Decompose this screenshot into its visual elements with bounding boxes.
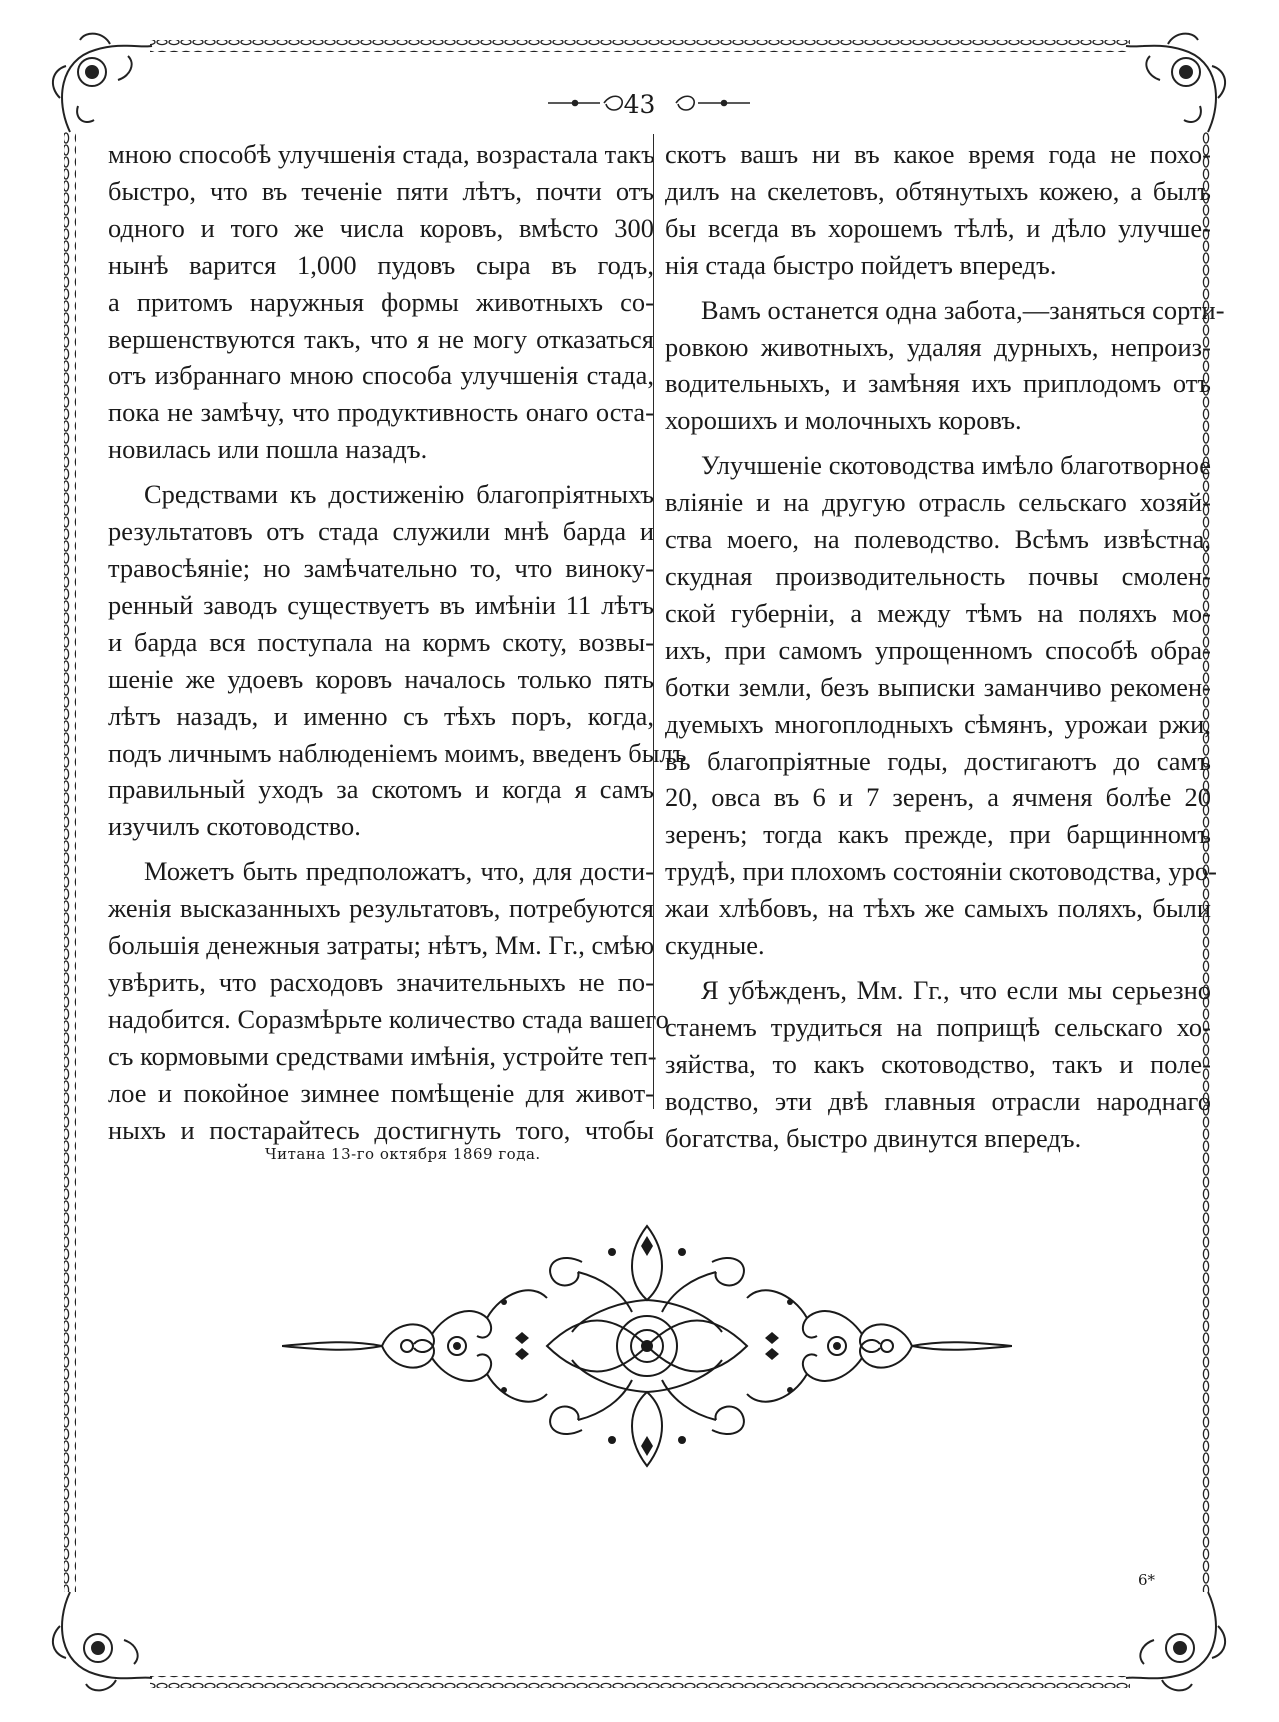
text-line: отъ избраннаго мною способа улучшенія стада, — [108, 360, 654, 391]
text-line: женія высказанныхъ результатовъ, потребуются — [108, 893, 654, 924]
text-line: большія денежныя затраты; нѣтъ, Мм. Гг., смѣю — [108, 930, 655, 961]
text-line: и барда вся поступала на кормъ скоту, возвы- — [108, 626, 654, 657]
text-line: нія стада быстро пойдетъ впередъ. — [665, 249, 1057, 280]
text-line: трудѣ, при плохомъ состояніи скотоводства, уро- — [665, 856, 1217, 887]
text-line: дилъ на скелетовъ, обтянутыхъ кожею, а былъ — [665, 175, 1211, 206]
text-line: бы всегда въ хорошемъ тѣлѣ, и дѣло улучше- — [665, 212, 1211, 243]
paragraph — [665, 292, 1225, 440]
text-line: вліяніе и на другую отрасль сельскаго хозяй- — [665, 487, 1211, 518]
paragraph — [108, 853, 669, 1148]
left-column — [108, 136, 687, 1156]
text-line: ныхъ и постарайтесь достигнуть того, чтобы — [108, 1114, 654, 1145]
signature-mark: 6* — [1138, 1571, 1156, 1589]
text-line: лое и покойное зимнее помѣщеніе для живот- — [108, 1077, 654, 1108]
text-line: травосѣяніе; но замѣчательно то, что винoку- — [108, 552, 654, 583]
text-line: Я убѣжденъ, Мм. Гг., что если мы серьезно — [701, 974, 1211, 1005]
text-line: дуемыхъ многоплодныхъ сѣмянъ, урожаи ржи, — [665, 708, 1211, 739]
text-line: нынѣ варится 1,000 пудовъ сыра въ годъ, — [108, 249, 654, 280]
text-line: ботки земли, безъ выписки заманчиво рекомен- — [665, 671, 1211, 702]
text-line: съ кормовыми средствами имѣнія, устройте теп- — [108, 1040, 657, 1071]
text-line: одного и того же числа коровъ, вмѣсто 300 — [108, 212, 654, 243]
text-line: водство, эти двѣ главныя отрасли народнаго — [665, 1085, 1211, 1116]
text-line: мною способѣ улучшенія стада, возрастала такъ — [108, 139, 655, 169]
text-line: Можетъ быть предположатъ, что, для дости- — [144, 856, 654, 887]
text-line: лѣтъ назадъ, и именно съ тѣхъ поръ, когда, — [108, 700, 654, 731]
text-line: результатовъ отъ стада служили мнѣ барда и — [108, 516, 654, 547]
text-line: хорошихъ и молочныхъ коровъ. — [665, 405, 1022, 436]
text-line: водительныхъ, и замѣняя ихъ приплодомъ отъ — [665, 368, 1211, 399]
text-line: изучилъ скотоводство. — [108, 811, 361, 842]
text-line: новилась или пошла назадъ. — [108, 434, 428, 465]
text-line: зеренъ; тогда какъ прежде, при барщинномъ — [665, 819, 1211, 850]
text-line: быстро, что въ теченіе пяти лѣтъ, почти отъ — [108, 175, 654, 206]
paragraph — [108, 136, 654, 468]
paragraph — [665, 447, 1217, 964]
text-line: зяйства, то какъ скотоводство, такъ и поле- — [665, 1048, 1211, 1079]
text-line: 20, овса въ 6 и 7 зеренъ, а ячменя болѣе 20 — [665, 782, 1211, 813]
text-line: надобится. Соразмѣрьте количество стада вашего — [108, 1003, 669, 1034]
text-line: подъ личнымъ наблюденіемъ моимъ, введенъ былъ — [108, 737, 687, 768]
text-line: жаи хлѣбовъ, на тѣхъ же самыхъ поляхъ, были — [665, 893, 1211, 924]
text-line: Улучшеніе скотоводства имѣло благотворное — [701, 450, 1211, 481]
text-line: скудные. — [665, 930, 765, 961]
paragraph — [665, 972, 1211, 1157]
page-number: 43 — [623, 89, 656, 119]
right-column — [665, 136, 1225, 1164]
text-line: скудная производительность почвы смолен- — [665, 560, 1211, 591]
text-line: ской губерніи, а между тѣмъ на поляхъ мо- — [665, 597, 1211, 628]
text-line: станемъ трудиться на поприщѣ сельскаго хо- — [665, 1011, 1211, 1042]
text-line: богатства, быстро двинутся впередъ. — [665, 1122, 1082, 1153]
text-line: скотъ вашъ ни въ какое время года не похо- — [665, 139, 1211, 169]
text-line: Средствами къ достиженію благопріятныхъ — [144, 479, 654, 510]
column-divider — [653, 134, 654, 1109]
text-line: ства моего, на полеводство. Всѣмъ извѣстна, — [665, 524, 1211, 555]
text-line: правильный уходъ за скотомъ и когда я самъ — [108, 774, 654, 805]
reading-date-note: Читана 13-го октября 1869 года. — [265, 1145, 541, 1163]
text-line: Вамъ останется одна забота,—заняться сорти- — [701, 294, 1225, 325]
page-header — [0, 84, 1279, 124]
text-line: ровкою животныхъ, удаляя дурныхъ, непроиз- — [665, 331, 1211, 362]
text-line: ихъ, при самомъ упрощенномъ способѣ обра- — [665, 634, 1211, 665]
text-line: пока не замѣчу, что продуктивность онаго оста- — [108, 397, 654, 428]
paragraph — [108, 476, 687, 845]
central-ornament-icon — [282, 1222, 1012, 1470]
text-line: а притомъ наружныя формы животныхъ со- — [108, 286, 654, 317]
text-line: увѣрить, что расходовъ значительныхъ не по- — [108, 966, 654, 997]
text-line: шеніе же удоевъ коровъ началось только пять — [108, 663, 654, 694]
text-line: вершенствуются такъ, что я не могу отказаться — [108, 323, 654, 354]
text-line: ренный заводъ существуетъ въ имѣніи 11 лѣтъ — [108, 589, 654, 620]
text-line: въ благопріятные годы, достигаютъ до самъ — [665, 745, 1211, 776]
paragraph — [665, 136, 1211, 284]
